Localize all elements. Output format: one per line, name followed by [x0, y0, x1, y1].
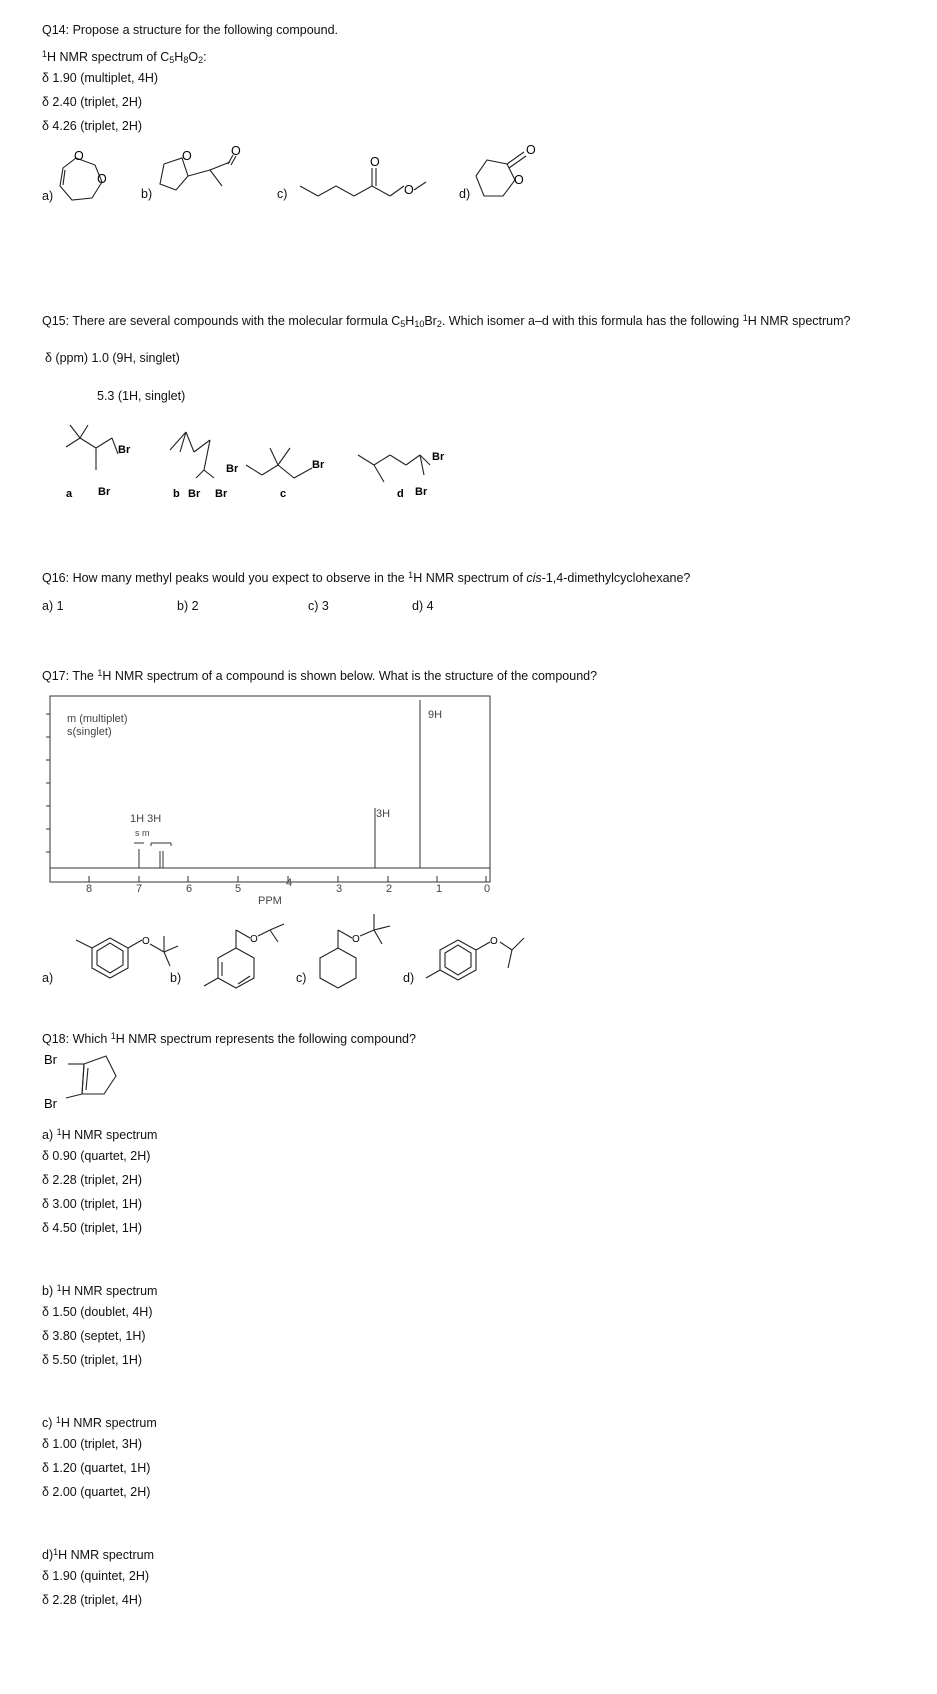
q16-answer-c: c) 3	[308, 599, 329, 613]
q18-a-peak-4: δ 4.50 (triplet, 1H)	[42, 1221, 143, 1235]
q18-dibromocyclopentene-structure	[66, 1056, 116, 1098]
q17-tick-5: 5	[235, 883, 242, 895]
q18-d-peak-1: δ 1.90 (quintet, 2H)	[42, 1569, 150, 1583]
q17-a-oxygen: O	[142, 936, 150, 947]
q15-b-br-1: Br	[188, 488, 201, 500]
q15-a-br-1: Br	[118, 444, 131, 456]
q17-tick-1: 1	[436, 883, 443, 895]
q14-peak-2: δ 2.40 (triplet, 2H)	[42, 95, 143, 109]
q15-d-br-2: Br	[415, 486, 428, 498]
q17-tick-7: 7	[136, 883, 143, 895]
q15-a-br-2: Br	[98, 486, 111, 498]
q14-c-ester-oxygen: O	[404, 183, 414, 197]
q17-legend-singlet: s(singlet)	[67, 726, 112, 738]
q17-d-oxygen: O	[490, 936, 498, 947]
q14-a-oxygen-2: O	[97, 172, 107, 186]
q18-c-peak-3: δ 2.00 (quartet, 2H)	[42, 1485, 151, 1499]
q18-b-peak-3: δ 5.50 (triplet, 1H)	[42, 1353, 143, 1367]
q17-tick-4: 4	[286, 877, 293, 889]
q17-axis-label: PPM	[258, 895, 282, 907]
q17-peak-label-9h: 9H	[428, 709, 443, 721]
q15-label-d: d	[397, 488, 404, 500]
q16-answer-b: b) 2	[177, 599, 199, 613]
q18-spectrum-b-title: b) $^1$H NMR spectrum	[42, 1283, 158, 1298]
q14-option-d: d)	[459, 187, 471, 201]
q14-c-carbonyl-oxygen: O	[370, 155, 380, 169]
q14-b-oxygen: O	[182, 149, 192, 163]
q14-option-a: a)	[42, 189, 54, 203]
q14-peak-1: δ 1.90 (multiplet, 4H)	[42, 71, 159, 85]
q15-c-br-1: Br	[226, 463, 239, 475]
q15-d-br-1: Br	[432, 451, 445, 463]
q17-b-oxygen: O	[250, 934, 258, 945]
q15-label-c: c	[280, 488, 287, 500]
q16-answer-a: a) 1	[42, 599, 64, 613]
q15-b-br-2: Br	[215, 488, 228, 500]
q17-tick-0: 0	[484, 883, 491, 895]
q17-peak-label-3h: 3H	[376, 808, 391, 820]
q17-peak-label-aromatic: 1H 3H	[130, 813, 162, 825]
q18-b-peak-2: δ 3.80 (septet, 1H)	[42, 1329, 146, 1343]
q18-br-bottom: Br	[44, 1096, 57, 1111]
q18-spectrum-a-title: a) $^1$H NMR spectrum	[42, 1127, 158, 1142]
q14-option-c: c)	[277, 187, 288, 201]
q15-question: Q15: There are several compounds with the molecular formula $C_5H_{10}Br_2$. Which isomer a–d with this formula has the following $^1$H NMR spectrum?	[42, 313, 851, 329]
q17-tick-8: 8	[86, 883, 93, 895]
q17-legend-multiplet: m (multiplet)	[67, 713, 128, 725]
q17-tick-6: 6	[186, 883, 193, 895]
q18-spectrum-c-title: c) $^1$H NMR spectrum	[42, 1415, 157, 1430]
q18-b-peak-1: δ 1.50 (doublet, 4H)	[42, 1305, 153, 1319]
q18-a-peak-2: δ 2.28 (triplet, 2H)	[42, 1173, 143, 1187]
q14-peak-3: δ 4.26 (triplet, 2H)	[42, 119, 143, 133]
q17-option-c: c)	[296, 971, 307, 985]
q17-question: Q17: The $^1$H NMR spectrum of a compound is shown below. What is the structure of the compound?	[42, 668, 598, 683]
q17-option-b: b)	[170, 971, 182, 985]
q14-d-ring-oxygen: O	[514, 173, 524, 187]
q18-br-top: Br	[44, 1052, 57, 1067]
q18-a-peak-1: δ 0.90 (quartet, 2H)	[42, 1149, 151, 1163]
q17-peak-mult-aromatic: s m	[135, 828, 150, 838]
q17-option-a: a)	[42, 971, 54, 985]
q18-d-peak-2: δ 2.28 (triplet, 4H)	[42, 1593, 143, 1607]
q15-c-br-2: Br	[312, 459, 325, 471]
q15-peak-2: 5.3 (1H, singlet)	[97, 389, 186, 403]
q14-b-carbonyl-oxygen: O	[231, 144, 241, 158]
q18-spectrum-d-title: d)$^1$H NMR spectrum	[42, 1547, 154, 1562]
q15-label-b: b	[173, 488, 180, 500]
q15-peak-1: δ (ppm) 1.0 (9H, singlet)	[45, 351, 180, 365]
q16-question: Q16: How many methyl peaks would you expect to observe in the $^1$H NMR spectrum of cis-1,4-dimethylcyclohexane?	[42, 570, 691, 585]
q18-question: Q18: Which $^1$H NMR spectrum represents the following compound?	[42, 1031, 416, 1046]
q14-spectrum-label: $^1$H NMR spectrum of $C_5H_8O_2$:	[42, 49, 207, 65]
q16-answer-d: d) 4	[412, 599, 434, 613]
q14-question: Q14: Propose a structure for the following compound.	[42, 23, 338, 37]
q15-label-a: a	[66, 488, 73, 500]
q14-d-carbonyl-oxygen: O	[526, 143, 536, 157]
q17-tick-3: 3	[336, 883, 343, 895]
q14-a-oxygen: O	[74, 149, 84, 163]
q17-c-oxygen: O	[352, 934, 360, 945]
q18-c-peak-2: δ 1.20 (quartet, 1H)	[42, 1461, 151, 1475]
q18-a-peak-3: δ 3.00 (triplet, 1H)	[42, 1197, 143, 1211]
q17-tick-2: 2	[386, 883, 393, 895]
q14-option-b: b)	[141, 187, 153, 201]
q17-option-d: d)	[403, 971, 415, 985]
q18-c-peak-1: δ 1.00 (triplet, 3H)	[42, 1437, 143, 1451]
